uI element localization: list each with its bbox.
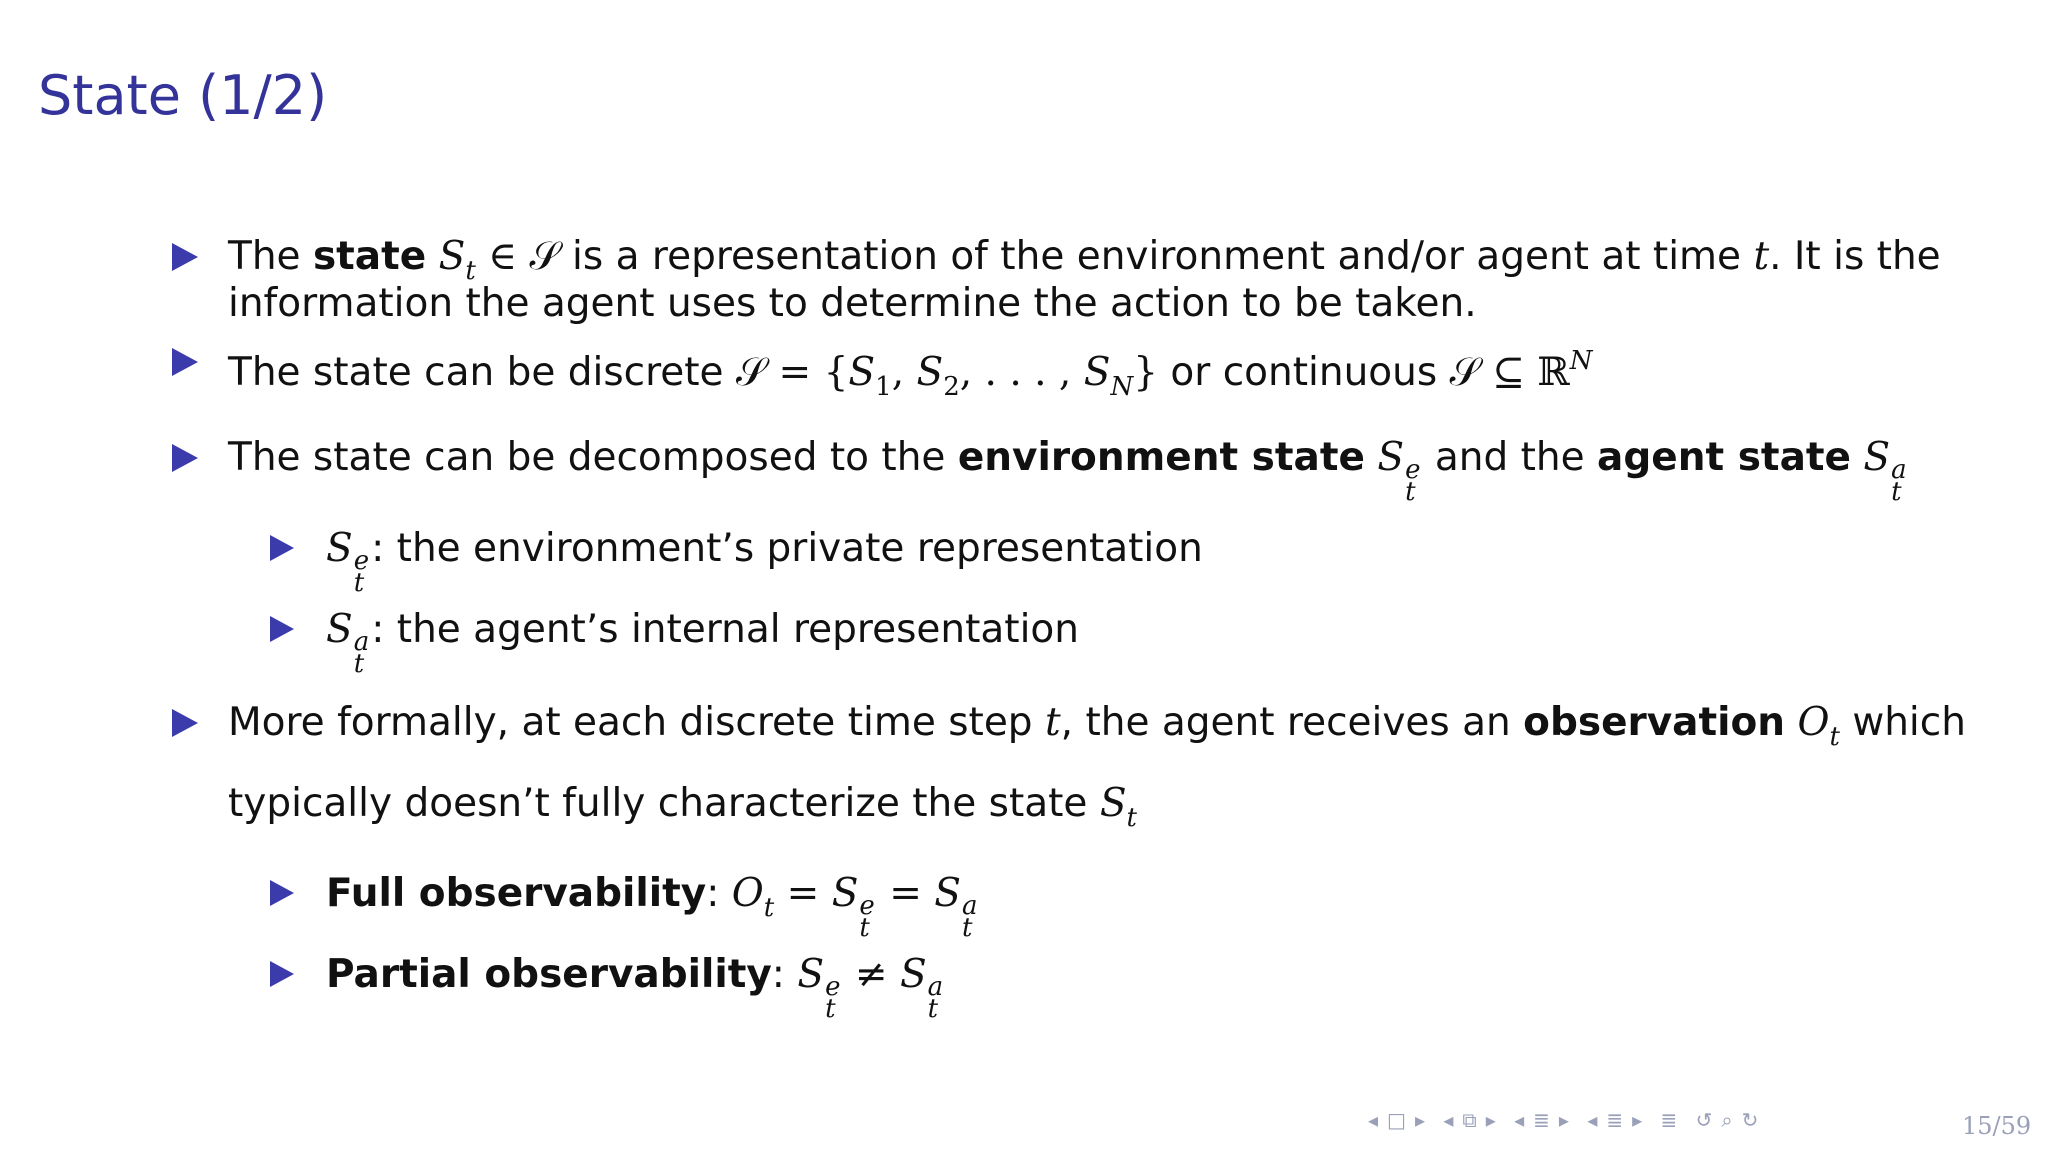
page-number: 15/59 [1962, 1112, 2032, 1140]
bullet-triangle-icon [270, 616, 294, 642]
bullet-triangle-icon [270, 535, 294, 561]
nav-prev-subsection-icon[interactable]: ◂ [1443, 1108, 1457, 1132]
bullet-triangle-icon [172, 348, 198, 376]
bullet-decomposition: The state can be decomposed to the environment state S e t and the agent state S a t [228, 434, 1909, 503]
bullet-triangle-icon [270, 961, 294, 987]
bullet-triangle-icon [172, 243, 198, 271]
nav-toc-icon[interactable]: ≣ [1660, 1108, 1681, 1132]
nav-part-icon[interactable]: ≣ [1606, 1108, 1627, 1132]
nav-prev-section-icon[interactable]: ◂ [1514, 1108, 1528, 1132]
bullet-state-definition: The state $S_t$ ∈ 𝒮 is a representation of the environment and/or agent at time t. It is the [228, 233, 1941, 295]
nav-frame-icon[interactable]: □ [1387, 1108, 1409, 1132]
nav-section-icon[interactable]: ≣ [1533, 1108, 1553, 1132]
bullet-state-definition-line2: information the agent uses to determine the action to be taken. [228, 281, 1477, 326]
nav-next-subsection-icon[interactable]: ▸ [1485, 1108, 1499, 1132]
nav-search-icon[interactable]: ⌕ [1721, 1108, 1736, 1132]
subbullet-agent-state: S a t : the agent’s internal representation [326, 606, 1079, 675]
nav-next-part-icon[interactable]: ▸ [1632, 1108, 1646, 1132]
bullet-observation-line2: typically doesn’t fully characterize the state $S_t$ [228, 781, 1137, 833]
nav-back-icon[interactable]: ↺ [1695, 1108, 1716, 1132]
nav-forward-icon[interactable]: ↻ [1741, 1108, 1762, 1132]
nav-subsection-icon[interactable]: ⧉ [1462, 1108, 1480, 1132]
bullet-triangle-icon [172, 444, 198, 472]
subbullet-full-observability: Full observability: $O_t = S$ e t = S a t [326, 870, 980, 939]
nav-prev-frame-icon[interactable]: ◂ [1368, 1108, 1382, 1132]
bullet-discrete-continuous: The state can be discrete 𝒮 = {$S_1$, $S_2$, . . . , $S_N$} or continuous 𝒮 ⊆ ℝ$^N$ [228, 338, 1592, 411]
bullet-triangle-icon [172, 709, 198, 737]
bullet-observation: More formally, at each discrete time step t, the agent receives an observation $O_t$ which [228, 699, 1966, 761]
subbullet-environment-state: S e t : the environment’s private representation [326, 525, 1203, 594]
nav-prev-part-icon[interactable]: ◂ [1587, 1108, 1601, 1132]
subbullet-partial-observability: Partial observability: S e t ≠ S a t [326, 951, 945, 1020]
nav-next-section-icon[interactable]: ▸ [1558, 1108, 1572, 1132]
nav-next-frame-icon[interactable]: ▸ [1414, 1108, 1428, 1132]
slide-title: State (1/2) [38, 64, 328, 127]
beamer-navigation-bar [1368, 1108, 1767, 1132]
bullet-triangle-icon [270, 880, 294, 906]
